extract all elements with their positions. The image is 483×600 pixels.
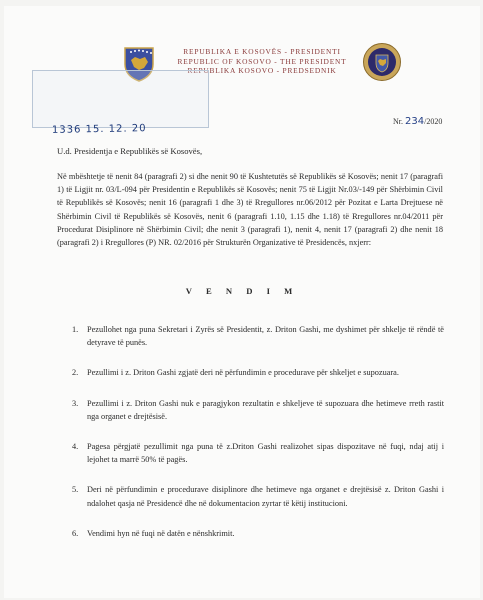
item-number: 3. [72,398,79,408]
nr-number: 234 [405,116,425,127]
nr-suffix: /2020 [424,117,443,126]
item-number: 1. [72,325,79,334]
item-text: Deri në përfundimin e procedurave disiplinore dhe hetimeve nga organet e drejtësisë z. Driton Gashi i ndalohet qasja në Presidencë dhe në dokumentacion zyrtar të këtij institucioni. [87,485,444,508]
decision-item [72,397,444,423]
addressee: U.d. Presidentja e Republikës së Kosovës, [57,146,203,156]
letterhead-line-3: REPUBLIKA KOSOVO - PREDSEDNIK [187,66,337,75]
document-page [4,6,480,598]
item-text: Vendimi hyn në fuqi në datën e nënshkrimit. [87,528,235,538]
item-text: Pezullimi i z. Driton Gashi nuk e paragjykon rezultatin e shkeljeve të supozuara dhe hetimeve rreth rastit nga organet e drejtësisë. [87,398,444,421]
decision-item [72,323,444,349]
decision-item [72,440,444,466]
preamble: Në mbështetje të nenit 84 (paragrafi 2) si dhe nenit 90 të Kushtetutës së Republikës së Kosovës; nenit 17 (paragrafi 1) të Ligjit nr. 03/L-094 për Presidentin e Republikës së Kosovës; nenit 75 të Ligjit Nr.03/-149 për Shërbimin Civil të Republikës së Kosovës; nenit 16 (paragrafi 1 dhe 3) të Rregullores nr.06/2012 për Pozitat e Larta Drejtuese në Shërbimin Civil të Republikës së Kosovës, nenit 6 (paragrafi 1.10, 1.15 dhe 1.18) të Rregullores nr.04/2011 për Procedurat Disiplinore në Shërbimin Civil; dhe nenit 3 (paragrafi 1), nenit 4, nenit 17 (paragrafi 2) dhe nenit 18 (paragrafi 2) i Rregullores (P) NR. 02/2016 për Strukturën Organizative të Presidencës, nxjerr: [57,172,443,248]
item-text: Pagesa përgjatë pezullimit nga puna të z.Driton Gashi realizohet sipas dispozitave në fuqi, ndaj atij i lejohet ta marrë 50% të pagës. [87,442,444,465]
item-number: 5. [72,485,79,495]
decision-item [72,527,444,540]
decision-item [72,366,444,379]
stamp-handwritten-entry: 1336 15. 12. 20 [51,123,147,136]
decision-items [72,323,444,557]
decision-item [72,483,444,509]
document-number [393,116,442,127]
item-text: Pezullohet nga puna Sekretari i Zyrës së Presidentit, z. Driton Gashi, me dyshimet për shkelje të rëndë të detyrave të punës. [87,325,444,348]
letterhead-line-1: REPUBLIKA E KOSOVËS - PRESIDENTI [183,47,341,56]
presidential-seal-icon [362,42,402,82]
item-number: 2. [72,368,79,378]
item-text: Pezullimi i z. Driton Gashi zgjatë deri në përfundimin e procedurave për shkeljet e supozuara. [87,368,399,378]
decision-title: V E N D I M [185,286,299,296]
item-number: 6. [72,528,79,538]
letterhead-line-2: REPUBLIC OF KOSOVO - THE PRESIDENT [177,56,347,66]
nr-prefix: Nr. [393,117,403,126]
registry-stamp [32,70,209,128]
item-number: 4. [72,442,79,452]
